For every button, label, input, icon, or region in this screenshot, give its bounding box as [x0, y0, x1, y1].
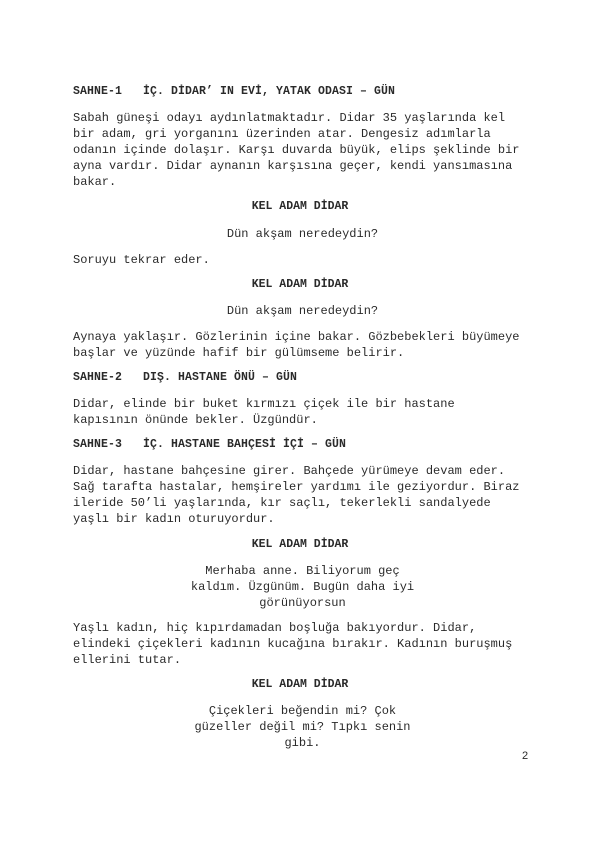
dialogue: Dün akşam neredeydin? [226, 304, 379, 318]
page-number: 2 [522, 750, 529, 762]
character-name: KEL ADAM DİDAR [251, 678, 349, 691]
action-block: Didar, elinde bir buket kırmızı çiçek ile bir hastane kapısının önünde bekler. Üzgündür. [73, 397, 455, 427]
character-name: KEL ADAM DİDAR [251, 278, 349, 291]
action-block: Soruyu tekrar eder. [73, 253, 210, 267]
dialogue: Merhaba anne. Biliyorum geç kaldım. Üzgünüm. Bugün daha iyi görünüyorsun [190, 564, 415, 610]
character-name: KEL ADAM DİDAR [251, 538, 349, 551]
scene-heading-2: SAHNE-2 DIŞ. HASTANE ÖNÜ – GÜN [73, 371, 298, 384]
dialogue: Çiçekleri beğendin mi? Çok güzeller değil mi? Tıpkı senin gibi. [194, 704, 411, 750]
action-block: Didar, hastane bahçesine girer. Bahçede yürümeye devam eder. Sağ tarafta hastalar, hemşireler yardımı ile geziyordur. Biraz ileride 50’li yaşlarında, kır saçlı, tekerlekli sandalyede yaşlı bir kadın oturuyordur. [73, 464, 520, 526]
dialogue: Dün akşam neredeydin? [226, 227, 379, 241]
action-block: Yaşlı kadın, hiç kıpırdamadan boşluğa bakıyordur. Didar, elindeki çiçekleri kadının kucağına bırakır. Kadının buruşmuş ellerini tutar. [73, 621, 513, 667]
action-block: Aynaya yaklaşır. Gözlerinin içine bakar. Gözbebekleri büyümeye başlar ve yüzünde hafif bir gülümseme belirir. [73, 330, 520, 360]
scene-heading-1: SAHNE-1 İÇ. DİDAR’ IN EVİ, YATAK ODASI – GÜN [73, 85, 396, 98]
action-block: Sabah güneşi odayı aydınlatmaktadır. Didar 35 yaşlarında kel bir adam, gri yorganını üzerinden atar. Dengesiz adımlarla odanın içinde dolaşır. Karşı duvarda büyük, elips şeklinde bir ayna vardır. Didar aynanın karşısına geçer, kendi yansımasına bakar. [73, 111, 520, 189]
scene-heading-3: SAHNE-3 İÇ. HASTANE BAHÇESİ İÇİ – GÜN [73, 438, 347, 451]
character-name: KEL ADAM DİDAR [251, 200, 349, 213]
